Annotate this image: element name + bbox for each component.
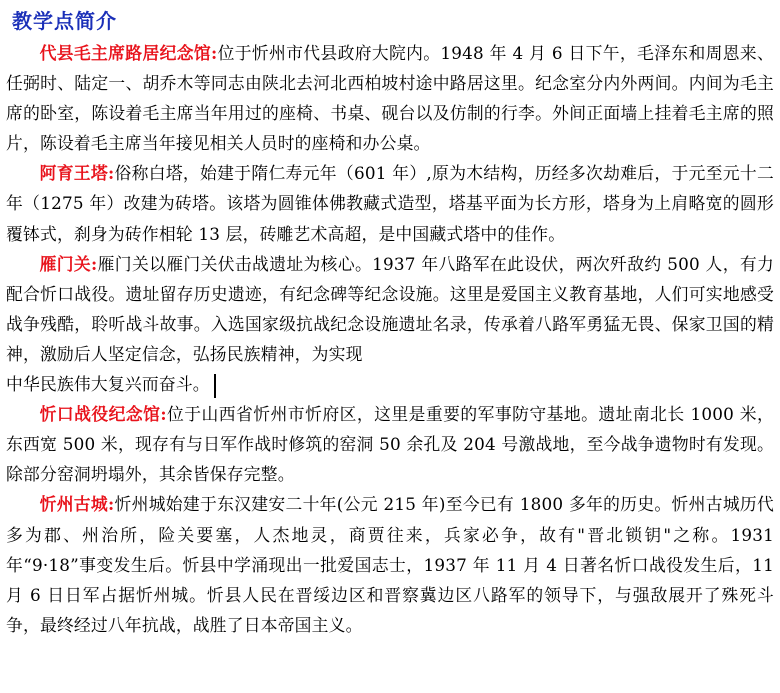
section-body: 俗称白塔，始建于隋仁寿元年（601 年）,原为木结构，历经多次劫难后，于元至元十二年（1275 年）改建为砖塔。该塔为圆锥体佛教藏式造型，塔基平面为长方形，塔身为上肩略宽的圆形覆钵式，刹身为砖作相轮 13 层，砖雕艺术高超，是中国藏式塔中的佳作。 [6, 163, 774, 244]
section-xinzhou-ancient-city [6, 489, 774, 639]
section-body: 位于忻州市代县政府大院内。1948 年 4 月 6 日下午，毛泽东和周恩来、任弼时、陆定一、胡乔木等同志由陕北去河北西柏坡村途中路居这里。纪念室分内外两间。内间为毛主席的卧室，陈设着毛主席当年用过的座椅、书桌、砚台以及仿制的行李。外间正面墙上挂着毛主席的照片，陈设着毛主席当年接见相关人员时的座椅和办公桌。 [6, 43, 774, 154]
section-body: 雁门关以雁门关伏击战遗址为核心。1937 年八路军在此设伏，两次歼敌约 500 人，有力配合忻口战役。遗址留存历史遗迹，有纪念碑等纪念设施。这里是爱国主义教育基地，人们可实地感受战争残酷，聆听战斗故事。入选国家级抗战纪念设施遗址名录，传承着八路军勇猛无畏、保家卫国的精神，激励后人坚定信念，弘扬民族精神，为实现 [6, 253, 775, 364]
section-heading: 忻州古城: [39, 494, 115, 515]
section-daixian-memorial [6, 38, 774, 158]
section-heading: 雁门关: [39, 253, 98, 274]
section-body-tail: 中华民族伟大复兴而奋斗。 [6, 374, 210, 395]
section-xinkou-battle-memorial [6, 399, 774, 489]
section-heading: 忻口战役纪念馆: [39, 404, 167, 425]
section-ayuwang-pagoda [6, 158, 774, 248]
section-body-tail-line[interactable] [6, 369, 774, 399]
section-yanmen-pass [6, 249, 774, 399]
section-heading: 代县毛主席路居纪念馆: [39, 43, 218, 63]
section-heading: 阿育王塔: [39, 163, 115, 184]
section-body: 忻州城始建于东汉建安二十年(公元 215 年)至今已有 1800 多年的历史。忻州古城历代多为郡、州治所，险关要塞，人杰地灵，商贾往来，兵家必争，故有"晋北锁钥"之称。1931 年“9·18”事变发生后。忻县中学涌现出一批爱国志士，1937 年 11 月 4 日著名忻口战役发生后，11 月 6 日日军占据忻州城。忻县人民在晋绥边区和晋察冀边区八路军的领导下，与强敌展开了殊死斗争，最终经过八年抗战，战胜了日本帝国主义。 [6, 494, 775, 635]
text-cursor [214, 374, 216, 398]
section-body: 位于山西省忻州市忻府区，这里是重要的军事防守基地。遗址南北长 1000 米，东西宽 500 米，现存有与日军作战时修筑的窑洞 50 余孔及 204 号激战地，至今战争遗物时有发现。除部分窑洞坍塌外，其余皆保存完整。 [6, 404, 774, 485]
page-title: 教学点简介 [12, 9, 117, 33]
